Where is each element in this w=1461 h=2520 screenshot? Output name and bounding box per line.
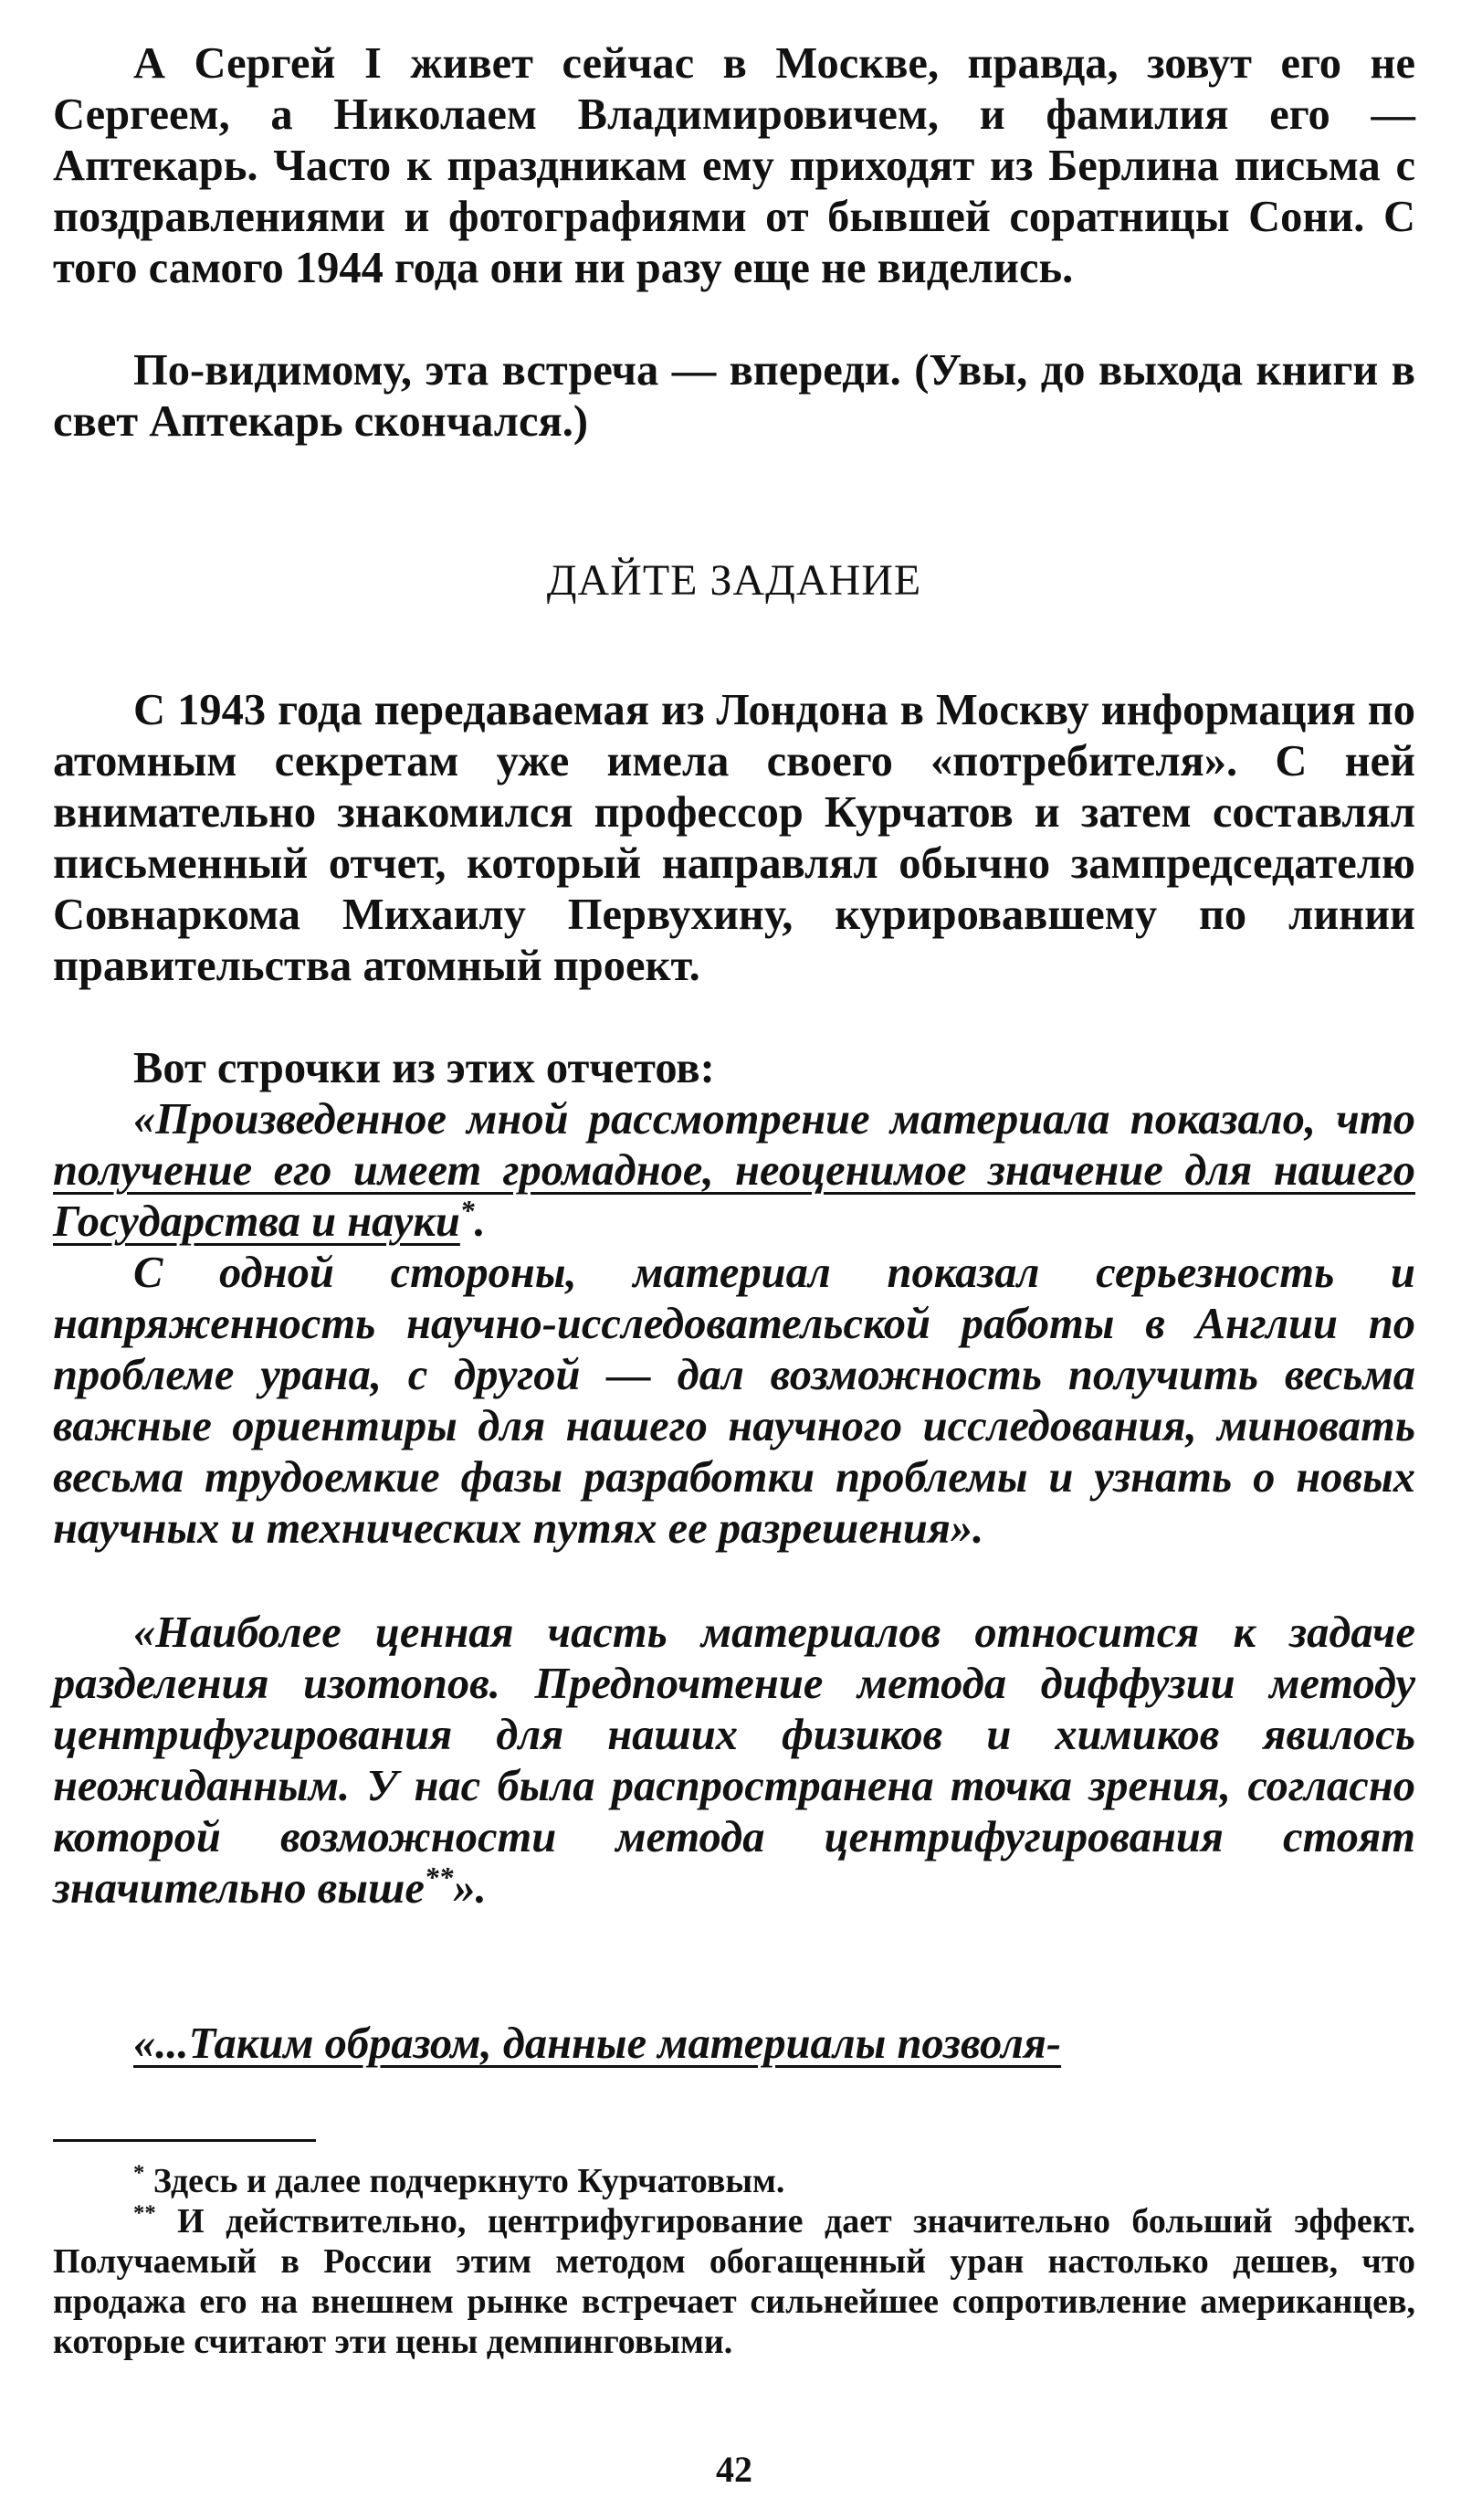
underlined-text: «...Таким образом, данные материалы позволя- — [133, 2019, 1062, 2068]
footnote-divider — [53, 2139, 316, 2142]
quote-text: «Наиболее ценная часть материалов относится к задаче разделения изотопов. Предпочтение метода диффузии методу центрифугирования для наших физиков и химиков явилось неожиданным. У нас была распространена точка зрения, согласно которой возможности метода центрифугирования стоят значительно выше — [53, 1608, 1415, 1913]
quote-report-4 — [53, 2019, 1415, 2070]
quote-report-2: С одной стороны, материал показал серьезность и напряженность научно-исследовательской работы в Англии по проблеме урана, с другой — дал возможность получить весьма важные ориентиры для нашего научного исследования, миновать весьма трудоемкие фазы разработки проблемы и узнать о новых научных и технических путях ее разрешения». — [53, 1249, 1415, 1553]
page-number: 42 — [716, 2449, 752, 2490]
paragraph-report-intro: Вот строчки из этих отчетов: — [133, 1044, 715, 1092]
quote-text-end: ». — [453, 1864, 487, 1913]
footnote-marker: ** — [133, 2200, 156, 2226]
footnote-marker: * — [133, 2160, 145, 2186]
paragraph-sergey: А Сергей I живет сейчас в Москве, правда, зовут его не Сергеем, а Николаем Владимировичем, и фамилия его — Аптекарь. Часто к праздникам ему приходят из Берлина письма с поздравлениями и фотографиями от бывшей соратницы Сони. С того самого 1944 года они ни разу еще не виделись. — [53, 39, 1415, 292]
footnote-marker: * — [459, 1194, 475, 1227]
book-page — [53, 0, 1415, 2520]
quote-report-1 — [53, 1094, 1415, 1248]
footnote-text: И действительно, центрифугирование дает значительно больший эффект. Получаемый в России этим методом обогащенный уран настолько дешев, что продажа его на внешнем рынке встречает сильнейшее сопротивление американцев, которые считают эти цены демпинговыми. — [53, 2202, 1415, 2361]
quote-text-end: . — [474, 1197, 486, 1246]
footnote-2 — [53, 2201, 1415, 2362]
underlined-text: получение его имеет громадное, неоценимое значение для нашего Государства и науки — [53, 1146, 1415, 1246]
footnote-marker: ** — [424, 1861, 454, 1893]
paragraph-1943-information: С 1943 года передаваемая из Лондона в Москву информация по атомным секретам уже имела своего «потребителя». С ней внимательно знакомился профессор Курчатов и затем составлял письменный отчет, который направлял обычно зампредседателю Совнаркома Михаилу Первухину, курировавшему по линии правительства атомный проект. — [53, 686, 1415, 990]
section-heading: ДАЙТЕ ЗАДАНИЕ — [546, 556, 922, 605]
paragraph-meeting: По-видимому, эта встреча — впереди. (Увы, до выхода книги в свет Аптекарь скончался.) — [53, 346, 1415, 446]
quote-text: «Произведенное мной рассмотрение материала показало, что — [133, 1095, 1415, 1144]
quote-report-3 — [53, 1608, 1415, 1914]
footnote-1 — [53, 2161, 1415, 2201]
footnote-text: Здесь и далее подчеркнуто Курчатовым. — [144, 2162, 785, 2200]
